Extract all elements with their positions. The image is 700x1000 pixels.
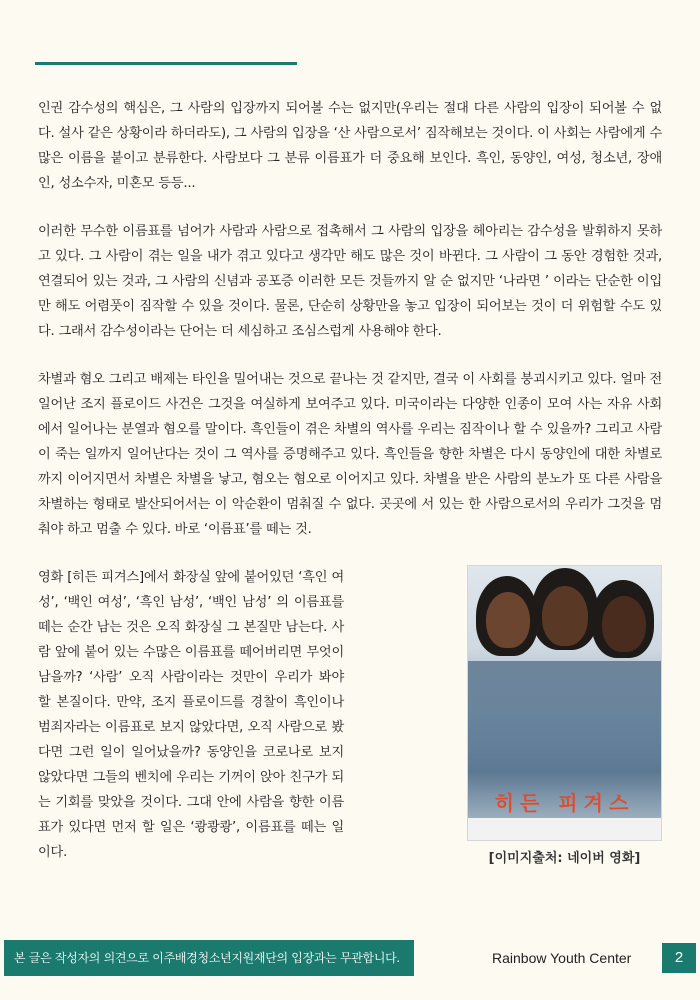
paragraph-1: 인권 감수성의 핵심은, 그 사람의 입장까지 되어볼 수는 없지만(우리는 절대 다른 사람의 입장이 되어볼 수 없다. 설사 같은 상황이라 하더라도), 그 사람의 입장을 ‘산 사람으로서’ 짐작해보는 것이다. 이 사회는 사람에게 수 많은 이름을 붙이고 분류한다. 사람보다 그 분류 이름표가 더 중요해 보인다. 흑인, 동양인, 여성, 청소년, 장애인, 성소수자, 미혼모 등등... [38,101,662,191]
footer [0,940,700,976]
paragraph-4: 영화 [히든 피겨스]에서 화장실 앞에 붙어있던 ‘흑인 여성’, ‘백인 여성’, ‘흑인 남성’, ‘백인 남성’ 의 이름표를 떼는 순간 남는 것은 오직 화장실 그 본질만 남는다. 사람 앞에 붙어 있는 수많은 이름표를 떼어버리면 무엇이 남을까? ‘사람’ 오직 사람이라는 것만이 우리가 봐야 할 본질이다. 만약, 조지 플로이드를 경찰이 흑인이나 범죄자라는 이름표로 보지 않았다면, 오직 사람으로 봤다면 그런 일이 일어났을까? 동양인을 코로나로 보지 않았다면 그들의 벤치에 우리는 기꺼이 앉아 친구가 되는 기회를 맞았을 것이다. 그대 안에 사람을 향한 이름표가 있다면 먼저 할 일은 ‘쾅쾅쾅’, 이름표를 떼는 일이다. [38,570,344,860]
image-caption: [이미지출처: 네이버 영화] [488,851,641,866]
poster-title: 히든 피겨스 [494,791,635,815]
poster-figure-left-face [486,592,530,648]
poster-credits-strip [468,818,661,840]
page-number: 2 [662,943,696,973]
poster-figure-right-face [602,596,646,652]
poster-figure-center-face [542,586,588,646]
paragraph-2: 이러한 무수한 이름표를 넘어가 사람과 사람으로 접촉해서 그 사람의 입장을 헤아리는 감수성을 발휘하지 못하고 있다. 그 사람이 겪는 일을 내가 겪고 있다고 생각만 해도 많은 것이 바뀐다. 그 사람이 그 동안 경험한 것과, 연결되어 있는 것과, 그 사람의 신념과 공포증 이러한 모든 것들까지 알 순 없지만 ‘나라면 ’ 이라는 단순한 이입만 해도 어렴풋이 짐작할 수 있을 것이다. 물론, 단순히 상황만을 놓고 입장이 되어보는 것이 더 위험할 수도 있다. 그래서 감수성이라는 단어는 더 세심하고 조심스럽게 사용해야 한다. [38,224,662,339]
poster-crowd-scene [468,661,661,771]
poster-figure [467,565,662,866]
disclaimer-banner: 본 글은 작성자의 의견으로 이주배경청소년지원재단의 입장과는 무관합니다. [4,940,414,976]
movie-section [38,565,662,866]
organization-name: Rainbow Youth Center [492,950,632,966]
top-accent-rule [35,62,297,65]
paragraph-3: 차별과 혐오 그리고 배제는 타인을 밀어내는 것으로 끝나는 것 같지만, 결국 이 사회를 붕괴시키고 있다. 얼마 전 일어난 조지 플로이드 사건은 그것을 여실하게 보여주고 있다. 미국이라는 다양한 인종이 모여 사는 자유 사회에서 일어나는 분열과 혐오를 말이다. 흑인들이 겪은 차별의 역사를 우리는 짐작이나 할 수 있을까? 그리고 사람이 죽는 일까지 일어난다는 것이 그 역사를 증명해주고 있다. 흑인들을 향한 차별은 다시 동양인에 대한 차별로까지 이어지면서 차별은 차별을 낳고, 혐오는 혐오로 이어지고 있다. 차별을 받은 사람의 분노가 또 다른 사람을 차별하는 형태로 발산되어서는 이 악순환이 멈춰질 수 없다. 곳곳에 서 있는 한 사람으로서의 우리가 그것을 멈춰야 하고 멈출 수 있다. 바로 ‘이름표’를 떼는 것. [38,372,662,537]
article-body [38,96,662,866]
movie-poster-image [467,565,662,841]
